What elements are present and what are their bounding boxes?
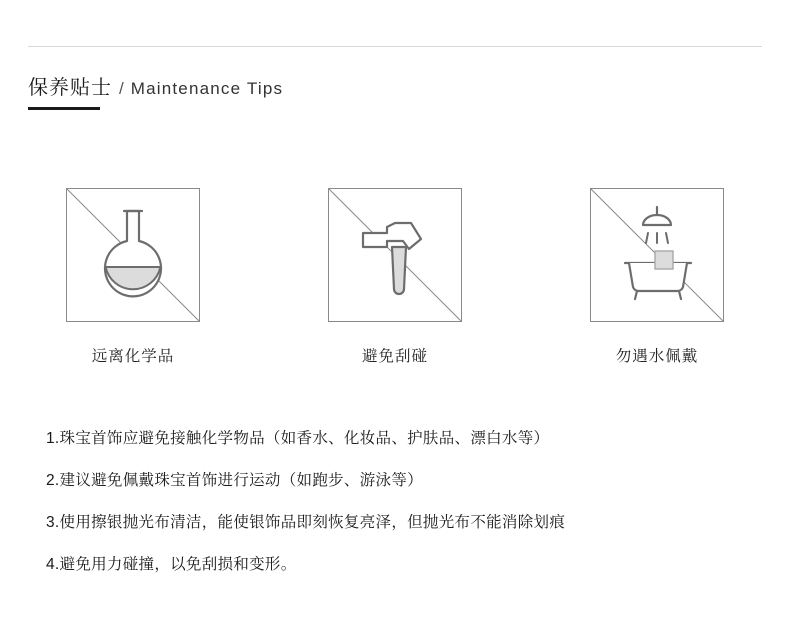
page-title-en: Maintenance Tips [130, 79, 284, 98]
top-divider [28, 46, 762, 47]
flask-no-chemicals-icon [66, 188, 200, 322]
icon-cell-chemicals [63, 188, 203, 366]
icon-caption-impact: 避免刮碰 [361, 348, 428, 365]
page-title-cn: 保养贴士 [28, 77, 112, 99]
icon-cell-impact [325, 188, 465, 366]
page-title-underline [28, 107, 100, 110]
note-item-1: 1.珠宝首饰应避免接触化学物品（如香水、化妆品、护肤品、漂白水等） [46, 430, 550, 447]
icon-caption-chemicals: 远离化学品 [91, 348, 175, 365]
note-item-3: 3.使用擦银抛光布清洁，能使银饰品即刻恢复亮泽，但抛光布不能消除划痕 [46, 514, 566, 531]
page-title-separator: / [119, 79, 124, 98]
icon-caption-water: 勿遇水佩戴 [615, 348, 699, 365]
notes-list [46, 428, 746, 575]
note-item-4: 4.避免用力碰撞，以免刮损和变形。 [46, 556, 297, 573]
icon-row [0, 188, 790, 366]
icon-cell-water [587, 188, 727, 366]
shower-no-water-icon [590, 188, 724, 322]
note-item-2: 2.建议避免佩戴珠宝首饰进行运动（如跑步、游泳等） [46, 472, 423, 489]
hammer-no-impact-icon [328, 188, 462, 322]
page-title [28, 74, 283, 103]
